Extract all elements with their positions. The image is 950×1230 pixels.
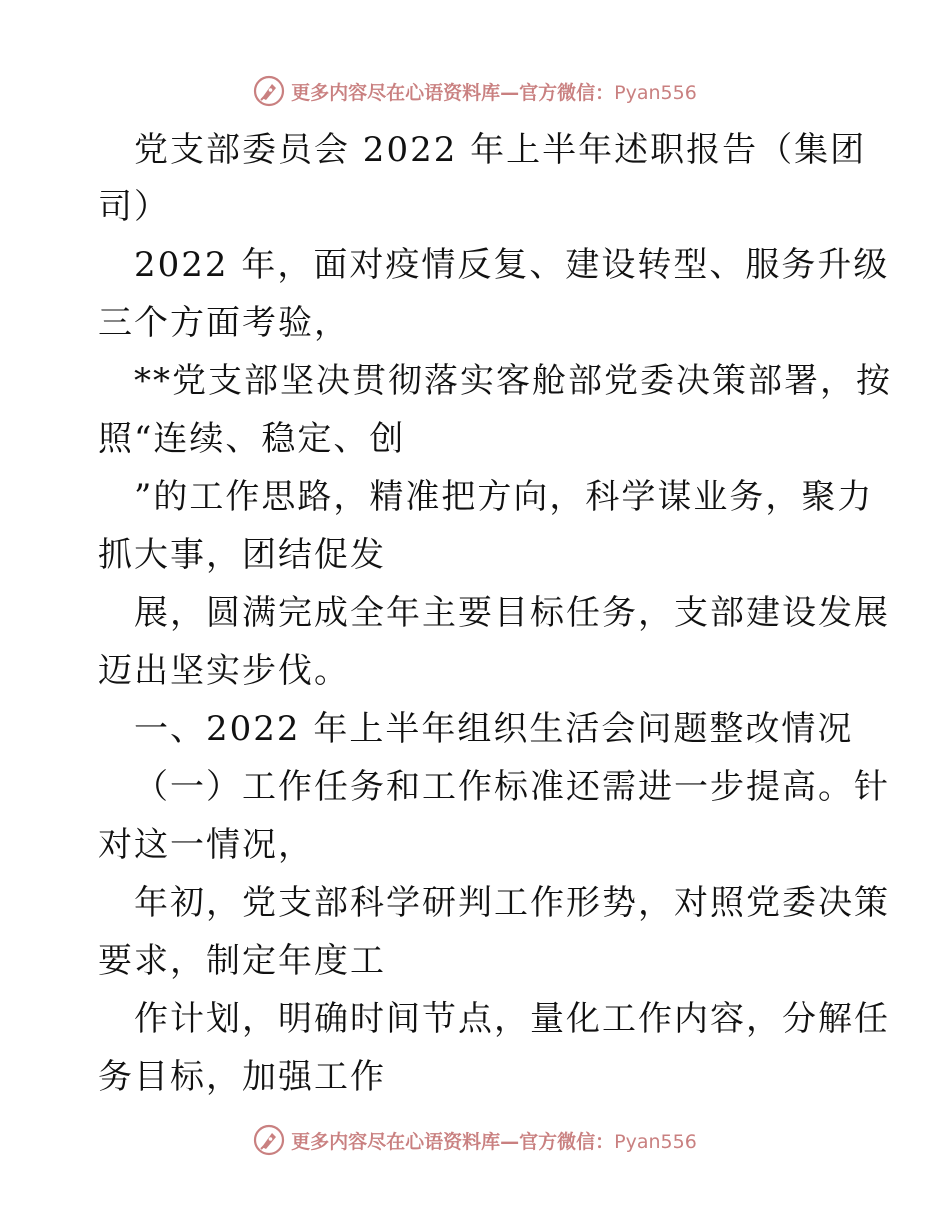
paragraph-line: 抓大事，团结促发 — [98, 535, 386, 575]
section-heading: 一、2022 年上半年组织生活会问题整改情况 — [134, 709, 854, 749]
paragraph-line: 三个方面考验， — [98, 303, 350, 343]
paragraph-line: ”的工作思路，精准把方向，科学谋业务，聚力 — [134, 477, 874, 517]
paragraph-line: 对这一情况， — [98, 825, 314, 865]
paragraph-line: 2022 年，面对疫情反复、建设转型、服务升级 — [134, 245, 890, 285]
watermark-footer — [0, 1120, 950, 1160]
watermark-handle: Pyan556 — [614, 1130, 697, 1153]
pen-nib-logo-icon — [253, 75, 285, 107]
paragraph-line: 迈出坚实步伐。 — [98, 651, 350, 691]
watermark-header — [0, 71, 950, 111]
watermark-text — [291, 78, 697, 105]
paragraph-line: 作计划，明确时间节点，量化工作内容，分解任 — [134, 999, 890, 1039]
paragraph-line: 要求，制定年度工 — [98, 941, 386, 981]
document-title-line-1: 党支部委员会 2022 年上半年述职报告（集团 — [134, 130, 867, 170]
paragraph-line: 年初，党支部科学研判工作形势，对照党委决策 — [134, 883, 890, 923]
paragraph-line: 照“连续、稳定、创 — [98, 419, 406, 459]
paragraph-line: 务目标，加强工作 — [98, 1057, 386, 1097]
watermark-handle: Pyan556 — [614, 81, 697, 104]
watermark-label: 更多内容尽在心语资料库—官方微信： — [291, 81, 615, 104]
pen-nib-logo-icon — [253, 1124, 285, 1156]
paragraph-line: **党支部坚决贯彻落实客舱部党委决策部署，按 — [134, 361, 892, 401]
paragraph-line: 展，圆满完成全年主要目标任务，支部建设发展 — [134, 593, 890, 633]
paragraph-line: （一）工作任务和工作标准还需进一步提高。针 — [134, 767, 890, 807]
watermark-label: 更多内容尽在心语资料库—官方微信： — [291, 1130, 615, 1153]
watermark-text — [291, 1127, 697, 1154]
document-title-line-2: 司） — [98, 187, 170, 227]
